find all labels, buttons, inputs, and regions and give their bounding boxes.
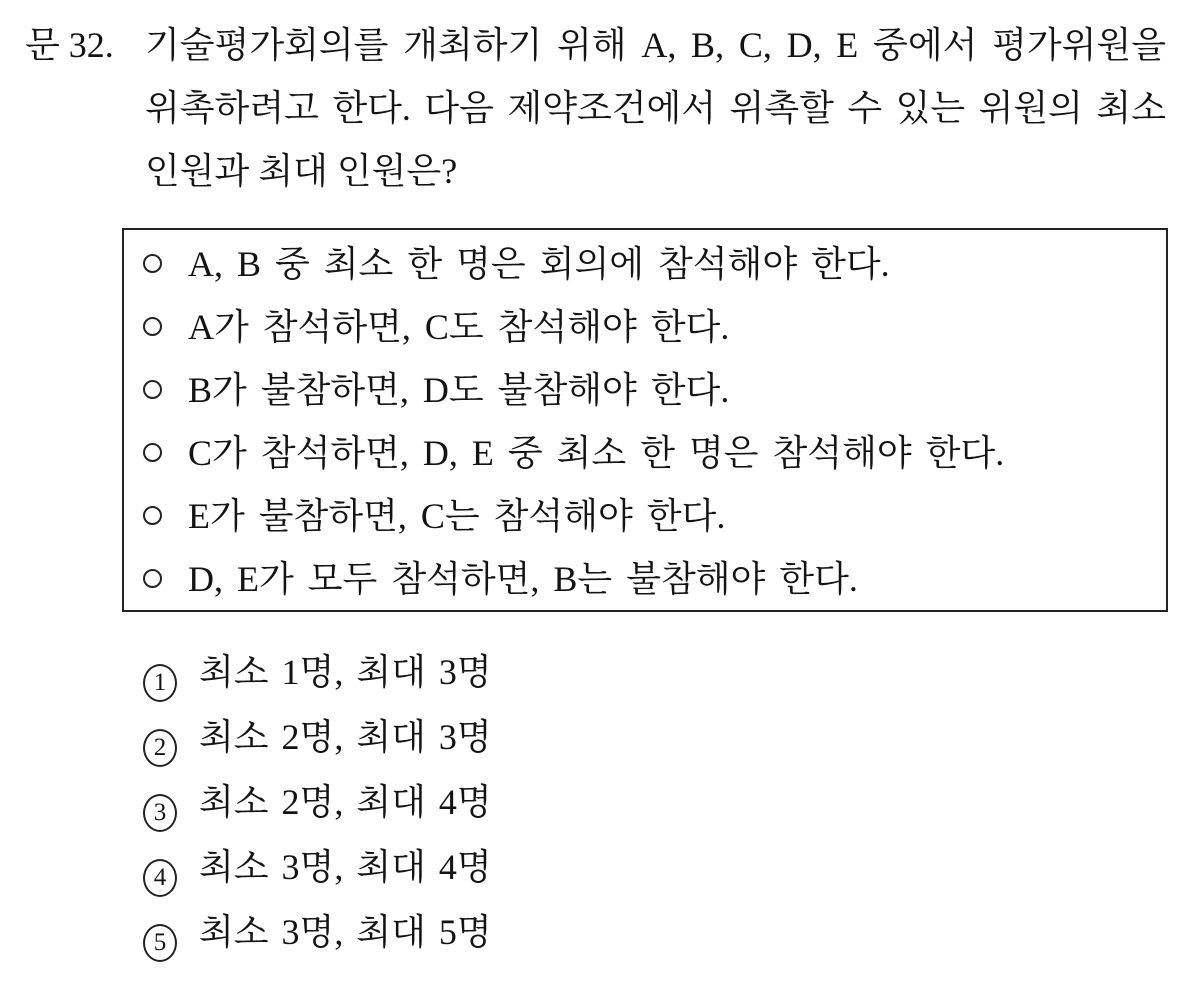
condition-text: E가 불참하면, C는 참석해야 한다.	[188, 496, 726, 536]
choice-text: 최소 1명, 최대 3명	[199, 652, 492, 692]
choice-text: 최소 2명, 최대 4명	[199, 782, 492, 822]
conditions-box	[122, 228, 1168, 612]
choice-text: 최소 2명, 최대 3명	[199, 717, 492, 757]
condition-item	[143, 485, 1158, 548]
circle-bullet-icon	[143, 254, 162, 273]
condition-item	[143, 422, 1158, 485]
answer-choice-3	[143, 770, 492, 835]
condition-item	[143, 359, 1158, 422]
question-number: 문 32.	[25, 25, 114, 65]
circle-bullet-icon	[143, 317, 162, 336]
circled-number-icon: 2	[143, 729, 177, 767]
circle-bullet-icon	[143, 506, 162, 525]
answer-choice-5	[143, 900, 492, 965]
condition-item	[143, 548, 1158, 611]
condition-text: B가 불참하면, D도 불참해야 한다.	[188, 370, 730, 410]
circle-bullet-icon	[143, 569, 162, 588]
circle-bullet-icon	[143, 443, 162, 462]
circle-bullet-icon	[143, 380, 162, 399]
question-line-3: 인원과 최대 인원은?	[145, 151, 458, 191]
circled-number-icon: 3	[143, 794, 177, 832]
answer-choice-4	[143, 835, 492, 900]
condition-text: D, E가 모두 참석하면, B는 불참해야 한다.	[188, 559, 858, 599]
condition-text: A가 참석하면, C도 참석해야 한다.	[188, 307, 730, 347]
question-line-2: 위촉하려고 한다. 다음 제약조건에서 위촉할 수 있는 위원의 최소	[145, 88, 1166, 128]
choice-text: 최소 3명, 최대 4명	[199, 847, 492, 887]
choice-text: 최소 3명, 최대 5명	[199, 912, 492, 952]
answer-choice-1	[143, 640, 492, 705]
condition-text: C가 참석하면, D, E 중 최소 한 명은 참석해야 한다.	[188, 433, 1005, 473]
condition-item	[143, 233, 1158, 296]
circled-number-icon: 5	[143, 924, 177, 962]
condition-text: A, B 중 최소 한 명은 회의에 참석해야 한다.	[188, 244, 890, 284]
circled-number-icon: 1	[143, 664, 177, 702]
question-text	[145, 14, 1166, 203]
answer-choice-2	[143, 705, 492, 770]
condition-item	[143, 296, 1158, 359]
question-line-1: 기술평가회의를 개최하기 위해 A, B, C, D, E 중에서 평가위원을	[145, 25, 1166, 65]
circled-number-icon: 4	[143, 859, 177, 897]
answer-choices	[143, 640, 492, 965]
